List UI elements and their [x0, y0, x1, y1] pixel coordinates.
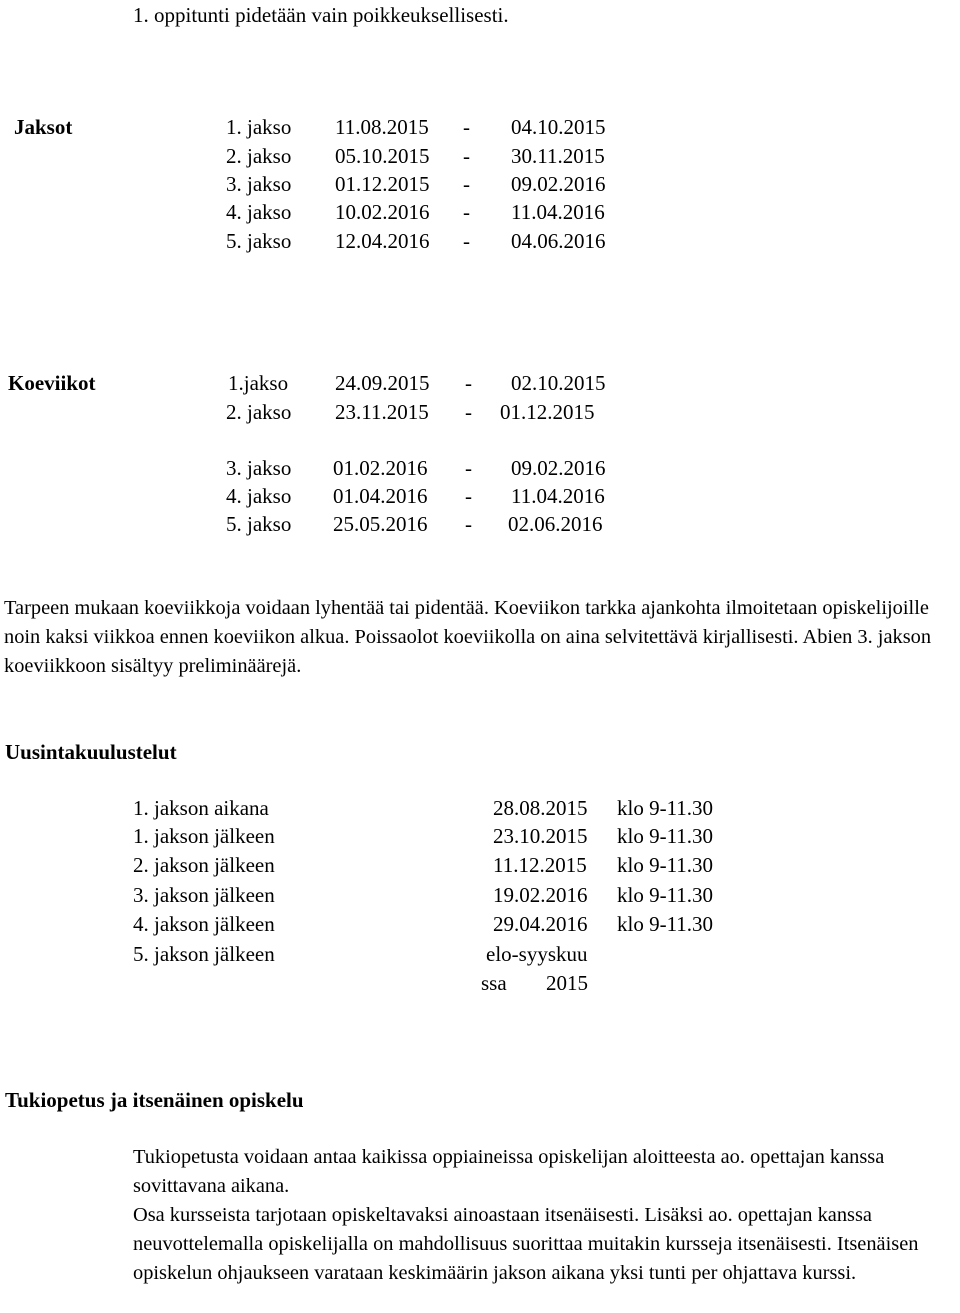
koeviikot-heading: Koeviikot — [8, 371, 96, 395]
uusinta-label: 1. jakson jälkeen — [133, 824, 275, 848]
koeviikot-end: 02.06.2016 — [508, 512, 603, 536]
jaksot-label: 2. jakso — [226, 144, 292, 168]
koeviikot-label: 3. jakso — [226, 456, 292, 480]
jaksot-dash: - — [463, 115, 470, 139]
koeviikot-end: 09.02.2016 — [511, 456, 606, 480]
jaksot-dash: - — [463, 229, 470, 253]
koeviikot-dash: - — [465, 484, 472, 508]
uusinta-label: 3. jakson jälkeen — [133, 883, 275, 907]
koeviikot-label: 5. jakso — [226, 512, 292, 536]
uusinta-date: elo-syyskuu — [486, 942, 588, 966]
koeviikot-start: 25.05.2016 — [333, 512, 428, 536]
uusinta-date: 11.12.2015 — [493, 853, 587, 877]
koeviikot-dash: - — [465, 400, 472, 424]
jaksot-label: 3. jakso — [226, 172, 292, 196]
koeviikot-start: 01.02.2016 — [333, 456, 428, 480]
uusinta-year: 2015 — [546, 971, 588, 995]
koeviikot-label: 1.jakso — [228, 371, 289, 395]
intro-line: 1. oppitunti pidetään vain poikkeuksellisesti. — [133, 3, 509, 27]
jaksot-end: 04.06.2016 — [511, 229, 606, 253]
uusinta-date: 29.04.2016 — [493, 912, 588, 936]
koeviikot-label: 2. jakso — [226, 400, 292, 424]
jaksot-label: 1. jakso — [226, 115, 292, 139]
uusinta-label: 4. jakson jälkeen — [133, 912, 275, 936]
jaksot-end: 11.04.2016 — [511, 200, 605, 224]
koeviikot-note: Tarpeen mukaan koeviikkoja voidaan lyhentää tai pidentää. Koeviikon tarkka ajankohta ilmoitetaan opiskelijoille noin kaksi viikkoa ennen koeviikon alkua. Poissaolot koeviikolla on aina selvitettävä kirjallisesti. Abien 3. jakson koeviikkoon sisältyy preliminäärejä. — [4, 597, 932, 677]
jaksot-start: 10.02.2016 — [335, 200, 430, 224]
koeviikot-start: 01.04.2016 — [333, 484, 428, 508]
jaksot-label: 5. jakso — [226, 229, 292, 253]
koeviikot-start: 24.09.2015 — [335, 371, 430, 395]
jaksot-label: 4. jakso — [226, 200, 292, 224]
uusinta-time: klo 9-11.30 — [617, 912, 714, 936]
jaksot-end: 09.02.2016 — [511, 172, 606, 196]
jaksot-start: 11.08.2015 — [335, 115, 429, 139]
jaksot-start: 01.12.2015 — [335, 172, 430, 196]
tukiopetus-heading: Tukiopetus ja itsenäinen opiskelu — [5, 1088, 304, 1112]
uusinta-heading: Uusintakuulustelut — [5, 740, 177, 764]
koeviikot-dash: - — [465, 456, 472, 480]
uusinta-date: 19.02.2016 — [493, 883, 588, 907]
uusinta-date: 23.10.2015 — [493, 824, 588, 848]
koeviikot-end: 01.12.2015 — [500, 400, 595, 424]
uusinta-time: klo 9-11.30 — [617, 824, 714, 848]
tukiopetus-para1: Tukiopetusta voidaan antaa kaikissa oppiaineissa opiskelijan aloitteesta ao. opettajan kanssa sovittavana aikana. — [133, 1146, 885, 1197]
jaksot-start: 05.10.2015 — [335, 144, 430, 168]
koeviikot-end: 11.04.2016 — [511, 484, 605, 508]
jaksot-dash: - — [463, 200, 470, 224]
jaksot-heading: Jaksot — [14, 115, 73, 139]
jaksot-dash: - — [463, 144, 470, 168]
uusinta-label: 2. jakson jälkeen — [133, 853, 275, 877]
uusinta-date: 28.08.2015 — [493, 796, 588, 820]
uusinta-time: klo 9-11.30 — [617, 853, 714, 877]
uusinta-label: 1. jakson aikana — [133, 796, 269, 820]
jaksot-start: 12.04.2016 — [335, 229, 430, 253]
uusinta-time: klo 9-11.30 — [617, 796, 714, 820]
uusinta-time: klo 9-11.30 — [617, 883, 714, 907]
koeviikot-dash: - — [465, 371, 472, 395]
koeviikot-end: 02.10.2015 — [511, 371, 606, 395]
jaksot-end: 30.11.2015 — [511, 144, 605, 168]
tukiopetus-para2: Osa kursseista tarjotaan opiskeltavaksi ainoastaan itsenäisesti. Lisäksi ao. opettajan kanssa neuvottelemalla opiskelijalla on mahdollisuus suorittaa muitakin kursseja itsenäisesti. Itsenäisen opiskelun ohjaukseen varataan keskimäärin jakson aikana yksi tunti per ohjattava kurssi. — [133, 1204, 919, 1284]
uusinta-date-cont: ssa — [481, 971, 507, 995]
jaksot-dash: - — [463, 172, 470, 196]
jaksot-end: 04.10.2015 — [511, 115, 606, 139]
koeviikot-start: 23.11.2015 — [335, 400, 429, 424]
koeviikot-dash: - — [465, 512, 472, 536]
uusinta-label: 5. jakson jälkeen — [133, 942, 275, 966]
koeviikot-label: 4. jakso — [226, 484, 292, 508]
